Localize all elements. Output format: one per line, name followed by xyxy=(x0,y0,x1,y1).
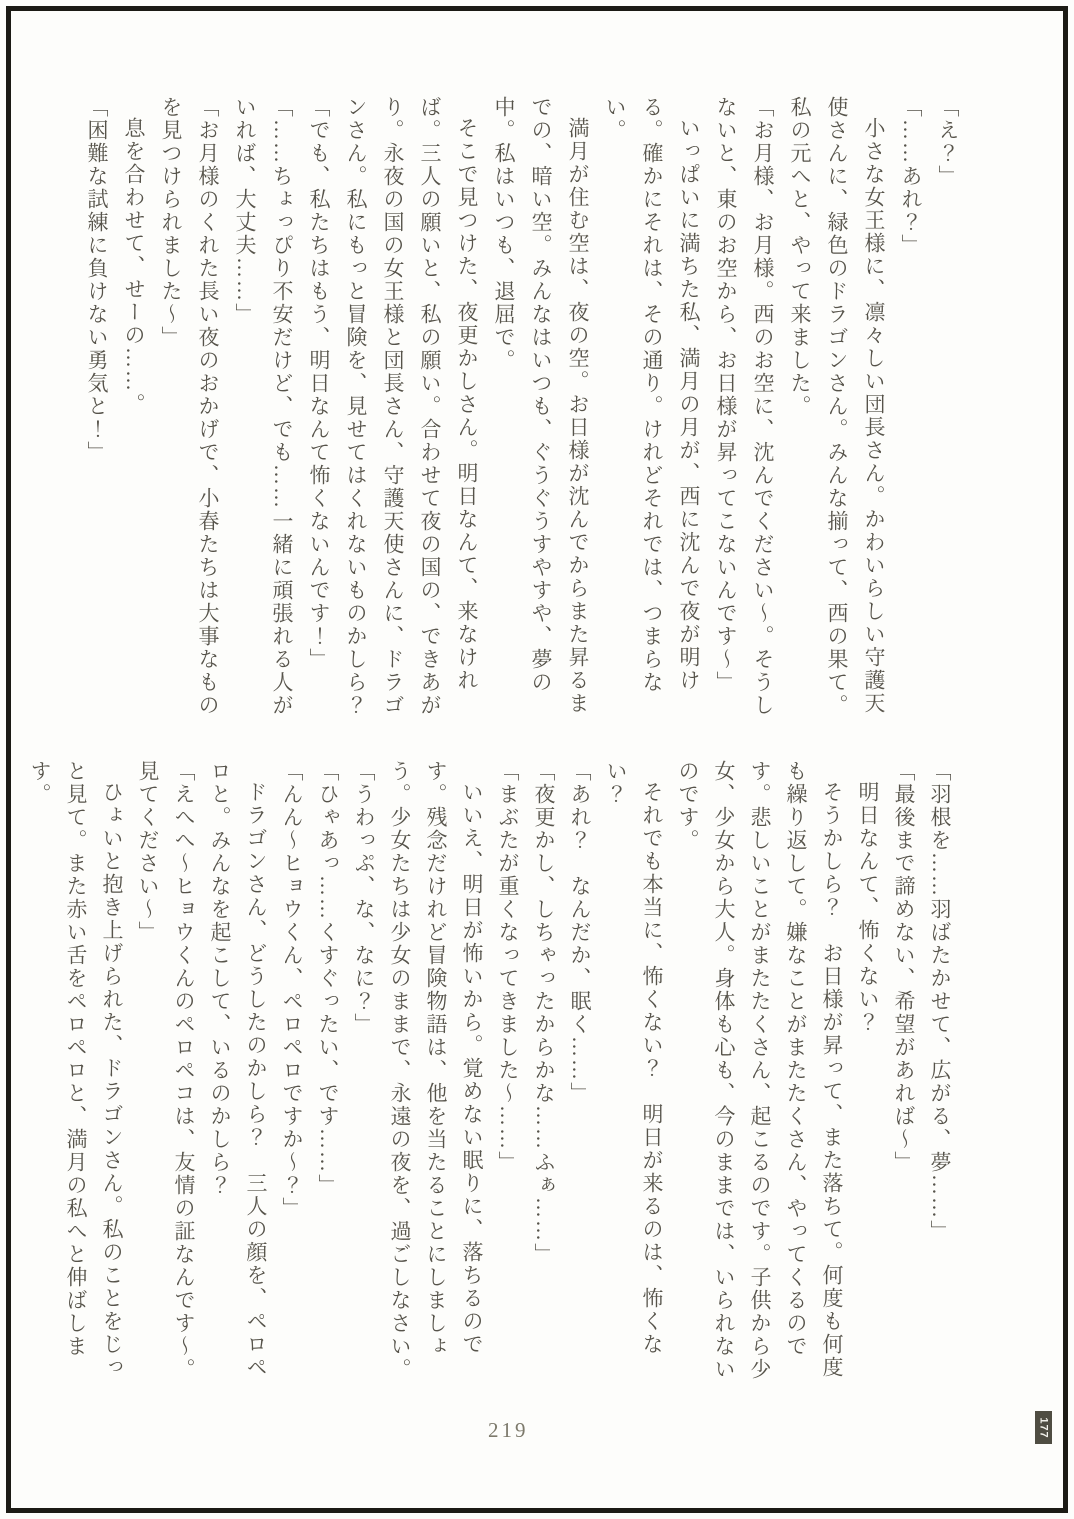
text-column-paragraph: そこで見つけた、夜更かしさん。明日なんて、来なければ。三人の願いと、私の願い。合わせて夜の国の、できあがり。永夜の国の女王様と団長さん、守護天使さんに、ドラゴンさん。私にもっと冒険を、見せてはくれないものかしら？ xyxy=(344,96,479,717)
text-column-paragraph: 「……あれ？」 xyxy=(899,96,923,257)
text-column-paragraph: 「あれ？ なんだか、眠く……」 xyxy=(568,760,592,1105)
text-column-paragraph: 「困難な試練に負けない勇気と！」 xyxy=(85,96,109,464)
page-number: 219 xyxy=(488,1418,529,1442)
text-column-paragraph: 息を合わせて、せーの……。 xyxy=(122,117,146,416)
text-column-paragraph: 満月が住む空は、夜の空。お日様が沈んでからまた昇るまでの、暗い空。みんなはいつも、ぐうぐうすやすや、夢の中。私はいつも、退屈で。 xyxy=(492,96,590,715)
text-column-paragraph: それでも本当に、怖くない？ 明日が来るのは、怖くない？ xyxy=(604,760,664,1356)
text-column-paragraph: 「お月様、お月様。西のお空に、沈んでください〜。そうしないと、東のお空から、お日様が昇ってこないんです〜」 xyxy=(714,96,775,717)
text-column-paragraph: 「羽根を……羽ばたかせて、広がる、夢……」 xyxy=(928,760,952,1243)
text-column-paragraph: 「……ちょっぴり不安だけど、でも……一緒に頑張れる人がいれば、大丈夫……」 xyxy=(233,96,294,717)
text-column-paragraph: いいえ、明日が怖いから。覚めない眠りに、落ちるのです。残念だけれど冒険物語は、他を当たることにしましょう。少女たちは少女のままで、永遠の夜を、過ごしなさい。 xyxy=(388,760,484,1381)
text-column-paragraph: 「最後まで諦めない、希望があれば〜」 xyxy=(892,760,916,1174)
text-column-paragraph: そうかしら？ お日様が昇って、また落ちて。何度も何度も繰り返して。嫌なことがまたたくさん、やってくるのです。悲しいことがまたたくさん、起こるのです。子供から少女、少女から大人。身体も心も、今のままでは、いられないのです。 xyxy=(676,760,844,1381)
text-column-paragraph: 「夜更かし、しちゃったからかな……ふぁ……」 xyxy=(532,760,556,1266)
text-column-paragraph: 「えへへ〜ヒョウくんのペロペコは、友情の証なんです〜。見てください〜」 xyxy=(136,760,196,1381)
text-column-paragraph: いっぱいに満ちた私、満月の月が、西に沈んで夜が明ける。確かにそれは、その通り。けれどそれでは、つまらない。 xyxy=(603,96,701,694)
text-column-paragraph: 「んん〜ヒョウくん、ペロペロですか〜？」 xyxy=(280,760,304,1220)
lower-text-block xyxy=(22,760,958,1384)
upper-text-block xyxy=(78,96,966,720)
text-column-paragraph: 「うわっぷ、な、なに？」 xyxy=(352,760,376,1036)
text-column-paragraph: 「まぶたが重くなってきました〜……」 xyxy=(496,760,520,1174)
text-column-paragraph: 「ひゃあっ……くすぐったい、です……」 xyxy=(316,760,340,1197)
text-column-paragraph: ひょいと抱き上げられた、ドラゴンさん。私のことをじっと見て。また赤い舌をペロペロと、満月の私へと伸ばします。 xyxy=(28,760,124,1379)
corner-tab-number: 177 xyxy=(1037,1416,1050,1439)
corner-page-tab xyxy=(1035,1411,1052,1444)
text-column-paragraph: 明日なんて、怖くない？ xyxy=(856,781,880,1034)
text-column-paragraph: 「え？」 xyxy=(936,96,960,188)
text-column-paragraph: 「でも、私たちはもう、明日なんて怖くないんです！」 xyxy=(307,96,331,671)
text-column-paragraph: 「お月様のくれた長い夜のおかげで、小春たちは大事なものを見つけられました〜」 xyxy=(159,96,220,717)
text-column-paragraph: 小さな女王様に、凛々しい団長さん。かわいらしい守護天使さんに、緑色のドラゴンさん。みんな揃って、西の果て。私の元へと、やって来ました。 xyxy=(788,96,886,717)
text-column-paragraph: ドラゴンさん、どうしたのかしら？ 三人の顔を、ペロペロと。みんなを起こして、いるのかしら？ xyxy=(208,760,268,1379)
